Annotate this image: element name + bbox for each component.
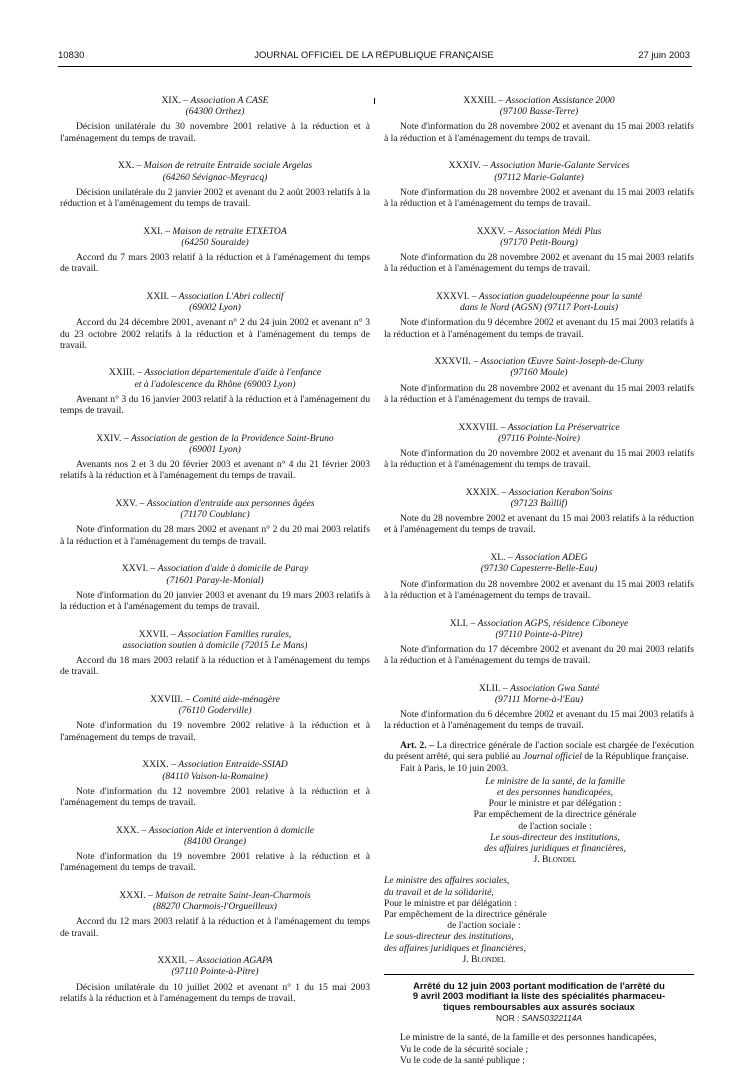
sig2-minister-2: du travail et de la solidarité, xyxy=(384,886,494,898)
entry-body: Note d'information du 17 décembre 2002 et avenant du 20 mai 2003 relatifs à la réduction et à l'aménagement du temps de travail. xyxy=(384,643,694,667)
entry-location: dans le Nord (AGSN) (97117 Port-Louis) xyxy=(459,302,619,314)
decision-entry xyxy=(60,291,370,351)
arrete-title-line-3: tiques remboursables aux assurés sociaux xyxy=(443,1000,635,1012)
decision-entry xyxy=(384,95,694,144)
entry-location: (97110 Pointe-à-Pitre) xyxy=(171,966,259,978)
entry-title xyxy=(60,759,370,770)
entry-location: (64250 Souraide) xyxy=(181,236,249,248)
entry-title xyxy=(60,226,370,237)
entry-number: XXVI. – xyxy=(121,563,156,575)
entry-location: (97100 Basse-Terre) xyxy=(499,106,579,118)
decision-entry xyxy=(384,356,694,405)
decision-entry xyxy=(60,825,370,874)
decision-entry xyxy=(60,433,370,482)
entry-number: XXXVIII. – xyxy=(458,421,506,433)
entry-body: Note d'information du 19 novembre 2002 relative à la réduction et à l'aménagement du temps de travail. xyxy=(60,720,370,743)
decision-entry xyxy=(384,683,694,732)
entry-organization: Association guadeloupéenne pour la santé xyxy=(478,290,642,302)
entry-organization: Association Gwa Santé xyxy=(510,682,600,694)
entry-body: Avenants nos 2 et 3 du 20 février 2003 et avenant n° 4 du 21 février 2003 relatifs à la réduction et à l'aménagement du temps de travail. xyxy=(60,459,370,482)
entry-organization: Association AGPS, résidence Ciboneye xyxy=(477,617,629,629)
entry-title xyxy=(60,890,370,901)
sig-minister: Le ministre de la santé, de la famille xyxy=(485,775,625,787)
decision-entry xyxy=(60,955,370,1004)
entry-organization: Maison de retraite Entraide sociale Argelas xyxy=(143,160,313,172)
decision-entry xyxy=(384,422,694,471)
entry-organization: Association d'entraide aux personnes âgées xyxy=(146,498,315,510)
entry-body: Note d'information du 6 décembre 2002 et avenant du 15 mai 2003 relatifs à la réduction et à l'aménagement du temps de travail. xyxy=(384,709,694,732)
entry-number: XIX. – xyxy=(161,95,189,106)
entry-location: (69001 Lyon) xyxy=(189,443,241,455)
entry-organization: Association Aide et intervention à domicile xyxy=(148,824,315,836)
entry-number: XXXIII. – xyxy=(463,95,504,106)
entry-body: Note d'information du 28 novembre 2002 et avenant du 15 mai 2003 relatifs à la réduction et à l'aménagement du temps de travail. xyxy=(384,186,694,209)
nor-code: SANS0322114A xyxy=(521,1013,582,1024)
entry-organization: Association La Préservatrice xyxy=(507,421,620,433)
entry-title xyxy=(384,487,694,498)
left-column xyxy=(60,95,370,1021)
entry-number: XXXIV. – xyxy=(448,160,488,172)
entry-body: Note d'information du 28 novembre 2002 et avenant du 15 mai 2003 relatifs à la réduction et à l'aménagement du temps de travail. xyxy=(384,252,694,275)
entry-organization: Association Entraide-SSIAD xyxy=(178,759,288,771)
entry-title xyxy=(384,291,694,302)
done-at: Fait à Paris, le 10 juin 2003. xyxy=(400,762,509,774)
decision-entry xyxy=(384,552,694,601)
sig-impediment: Par empêchement de la directrice générale xyxy=(473,809,637,821)
entry-title xyxy=(384,552,694,563)
sig2-subdirector: Le sous-directeur des institutions, xyxy=(384,931,514,943)
entry-number: XLI. – xyxy=(449,617,476,629)
entry-number: XXII. – xyxy=(146,290,177,302)
sig2-minister: Le ministre des affaires sociales, xyxy=(384,875,510,887)
decision-entry xyxy=(384,618,694,667)
entry-title xyxy=(384,618,694,629)
entry-title xyxy=(60,694,370,705)
right-column xyxy=(384,95,694,1066)
entry-title xyxy=(384,422,694,433)
entry-organization: Association Médi Plus xyxy=(515,225,602,237)
article-journal: Journal officiel xyxy=(523,751,582,763)
entry-organization: Association A CASE xyxy=(190,95,269,106)
section-rule xyxy=(384,974,694,975)
decision-entry xyxy=(384,487,694,536)
article-text-end: de la République française. xyxy=(584,751,689,763)
entry-title xyxy=(384,95,694,106)
visa-1: Vu le code de la sécurité sociale ; xyxy=(400,1043,529,1055)
entry-body: Décision unilatérale du 2 janvier 2002 et avenant du 2 août 2003 relatifs à la réduction et à l'aménagement du temps de travail. xyxy=(60,186,370,209)
decision-entry xyxy=(60,367,370,416)
entry-organization: Association AGAPA xyxy=(196,955,273,967)
entry-organization: Association de gestion de la Providence Saint-Bruno xyxy=(131,432,334,444)
entry-number: XXXIX. – xyxy=(465,486,507,498)
column-divider xyxy=(374,98,375,104)
nor-label: NOR : xyxy=(496,1013,520,1024)
decision-entry xyxy=(60,890,370,939)
entry-body: Note d'information du 28 novembre 2002 et avenant du 15 mai 2003 relatifs à la réduction et à l'aménagement du temps de travail. xyxy=(384,578,694,601)
entry-number: XXXVI. – xyxy=(436,290,477,302)
entry-organization: Association ADEG xyxy=(515,552,588,564)
entry-location: (71601 Paray-le-Monial) xyxy=(166,574,264,586)
visa-2: Vu le code de la santé publique ; xyxy=(400,1054,525,1066)
entry-number: XXXI. – xyxy=(119,889,153,901)
sig2-subdirector-2: des affaires juridiques et financières, xyxy=(384,942,526,954)
arrete-title-line-2: 9 avril 2003 modifiant la liste des spécialités pharmaceu- xyxy=(412,990,666,1002)
article-text: La directrice générale de l'action sociale est chargée de l'exécution du présent arrêté, qui sera publié au xyxy=(384,740,694,763)
entry-organization: Association Kerabon'Soins xyxy=(508,486,613,498)
decision-entry xyxy=(384,291,694,340)
entry-body: Note d'information du 20 novembre 2002 et avenant du 15 mai 2003 relatifs à la réduction et à l'aménagement du temps de travail. xyxy=(384,447,694,471)
entry-organization: Association d'aide à domicile de Paray xyxy=(157,563,309,575)
entry-number: XLII. – xyxy=(478,682,508,694)
entry-location: (97160 Moule) xyxy=(510,367,568,379)
sig-minister-2: et des personnes handicapées, xyxy=(496,786,614,798)
entry-organization: Maison de retraite Saint-Jean-Charmois xyxy=(155,889,311,901)
entry-location: (84110 Vaison-la-Romaine) xyxy=(162,770,268,782)
entry-organization: Comité aide-ménagère xyxy=(192,694,280,706)
entry-body: Accord du 7 mars 2003 relatif à la réduction et à l'aménagement du temps de travail. xyxy=(60,252,370,275)
header-rule xyxy=(58,66,692,67)
decision-entry xyxy=(60,226,370,275)
entry-number: XXVIII. – xyxy=(150,694,191,706)
decision-entry xyxy=(60,160,370,209)
entry-title xyxy=(384,683,694,694)
sig-subdirector: Le sous-directeur des institutions, xyxy=(490,831,620,843)
page-number: 10830 xyxy=(58,50,85,61)
entry-location: (71170 Coublanc) xyxy=(180,509,250,521)
sig-subdirector-2: des affaires juridiques et financières, xyxy=(484,842,626,854)
entry-location: (97112 Marie-Galante) xyxy=(494,171,584,183)
entry-number: XXXVII. – xyxy=(434,356,479,368)
entry-location: (97111 Morne-à-l'Eau) xyxy=(494,694,584,706)
entry-title xyxy=(60,160,370,171)
sig2-impediment-2: de l'action sociale : xyxy=(447,920,521,932)
entry-location: association soutien à domicile (72015 Le Mans) xyxy=(122,639,308,651)
entry-title xyxy=(60,498,370,509)
entry-title xyxy=(60,433,370,444)
decision-entry xyxy=(60,759,370,808)
entry-number: XXI. – xyxy=(143,225,170,237)
entry-location: (97123 Baillif) xyxy=(510,498,568,510)
entry-body: Note d'information du 19 novembre 2001 relative à la réduction et à l'aménagement du temps de travail. xyxy=(60,851,370,874)
entry-location: (64300 Orthez) xyxy=(185,106,245,118)
issue-date: 27 juin 2003 xyxy=(638,50,690,61)
entry-body: Note du 28 novembre 2002 et avenant du 15 mai 2003 relatifs à la réduction et à l'aménagement du temps de travail. xyxy=(384,513,694,536)
entry-title xyxy=(384,226,694,237)
page-header xyxy=(58,50,690,64)
entry-title xyxy=(60,563,370,574)
sig-name: J. Blondel xyxy=(533,854,577,866)
entry-body: Note d'information du 28 novembre 2002 et avenant du 15 mai 2003 relatifs à la réduction et à l'aménagement du temps de travail. xyxy=(384,382,694,405)
entry-body: Accord du 12 mars 2003 relatif à la réduction et à l'aménagement du temps de travail. xyxy=(60,916,370,939)
decision-entry xyxy=(384,226,694,275)
entry-body: Avenant n° 3 du 16 janvier 2003 relatif à la réduction et à l'aménagement du temps de travail. xyxy=(60,393,370,417)
entry-number: XXIX. – xyxy=(142,759,176,771)
entry-organization: Association Familles rurales, xyxy=(177,628,292,640)
entry-location: (97130 Capesterre-Belle-Eau) xyxy=(480,563,598,575)
decision-entry xyxy=(60,498,370,547)
entry-body: Note d'information du 28 novembre 2002 et avenant du 15 mai 2003 relatifs à la réduction et à l'aménagement du temps de travail. xyxy=(384,121,694,144)
sig2-delegation: Pour le ministre et par délégation : xyxy=(384,897,517,909)
entry-title xyxy=(60,955,370,966)
entry-number: XXIII. – xyxy=(108,367,142,379)
entry-location: (64260 Sévignac-Meyracq) xyxy=(162,171,268,183)
entry-number: XXV. – xyxy=(115,498,145,510)
entry-title xyxy=(60,95,370,106)
entry-number: XXXV. – xyxy=(476,225,513,237)
decision-entry xyxy=(60,629,370,678)
entry-organization: Association départementale d'aide à l'enfance xyxy=(144,367,322,379)
entry-number: XXXII. – xyxy=(157,955,195,967)
entry-body: Accord du 18 mars 2003 relatif à la réduction et à l'aménagement du temps de travail. xyxy=(60,655,370,678)
entry-body: Note d'information du 12 novembre 2001 relative à la réduction et à l'aménagement du temps de travail. xyxy=(60,785,370,808)
entry-location: (76110 Goderville) xyxy=(178,705,252,717)
journal-title: JOURNAL OFFICIEL DE LA RÉPUBLIQUE FRANÇAISE xyxy=(254,50,494,61)
entry-organization: Maison de retraite ETXETOA xyxy=(172,225,287,237)
entry-body: Décision unilatérale du 30 novembre 2001 relative à la réduction et à l'aménagement du temps de travail. xyxy=(60,121,370,144)
entry-title xyxy=(60,629,370,640)
decision-entry xyxy=(60,694,370,743)
entry-number: XX. – xyxy=(117,160,142,172)
entry-number: XXIV. – xyxy=(96,432,129,444)
entry-location: (88270 Charmois-l'Orgueilleux) xyxy=(152,901,277,913)
entry-title xyxy=(384,160,694,171)
sig2-impediment: Par empêchement de la directrice générale xyxy=(384,908,547,920)
entry-body: Note d'information du 20 janvier 2003 et avenant du 19 mars 2003 relatifs à la réduction et à l'aménagement du temps de travail. xyxy=(60,589,370,612)
signature-block-1 xyxy=(424,776,686,866)
entry-body: Accord du 24 décembre 2001, avenant n° 2 du 24 juin 2002 et avenant n° 3 du 23 octobre 2002 relatifs à la réduction et à l'aménagement du temps de travail. xyxy=(60,317,370,351)
entry-title xyxy=(384,356,694,367)
arrete-title xyxy=(384,981,694,1012)
entry-body: Note d'information du 9 décembre 2002 et avenant du 15 mai 2003 relatifs à la réduction et à l'aménagement du temps de travail. xyxy=(384,317,694,340)
entry-organization: Association Marie-Galante Services xyxy=(490,160,630,172)
entry-number: XL. – xyxy=(490,552,513,564)
article-2 xyxy=(384,740,694,762)
article-label: Art. 2. – xyxy=(400,740,435,752)
entry-organization: Association Assistance 2000 xyxy=(505,95,615,106)
entry-title xyxy=(60,367,370,378)
entry-body: Note d'information du 28 mars 2002 et avenant n° 2 du 20 mai 2003 relatifs à la réduction et à l'aménagement du temps de travail. xyxy=(60,524,370,547)
entry-organization: Association L'Abri collectif xyxy=(178,290,284,302)
entry-location: (97170 Petit-Bourg) xyxy=(500,236,578,248)
decision-entry xyxy=(60,563,370,612)
signature-block-2 xyxy=(384,875,584,965)
sig2-name: J. Blondel xyxy=(462,953,506,965)
arrete-intro: Le ministre de la santé, de la famille et des personnes handicapées, xyxy=(400,1032,657,1044)
right-entries xyxy=(384,95,694,732)
sig-delegation: Pour le ministre et par délégation : xyxy=(488,798,622,810)
entry-number: XXX. – xyxy=(115,824,147,836)
entry-organization: Association Œuvre Saint-Joseph-de-Cluny xyxy=(480,356,644,368)
nor-reference xyxy=(384,1013,694,1024)
entry-number: XXVII. – xyxy=(138,628,176,640)
arrete-title-line-1: Arrêté du 12 juin 2003 portant modification de l'arrêté du xyxy=(413,979,665,991)
entry-location: (69002 Lyon) xyxy=(189,302,241,314)
entry-title xyxy=(60,291,370,302)
entry-location: (97110 Pointe-à-Pitre) xyxy=(495,628,583,640)
entry-title xyxy=(60,825,370,836)
decision-entry xyxy=(60,95,370,144)
entry-location: (97116 Pointe-Noire) xyxy=(498,432,580,444)
sig-impediment-2: de l'action sociale : xyxy=(518,820,592,832)
entry-location: (84100 Orange) xyxy=(183,835,247,847)
entry-body: Décision unilatérale du 10 juillet 2002 et avenant n° 1 du 15 mai 2003 relatifs à la réduction et à l'aménagement du temps de travail. xyxy=(60,981,370,1004)
decision-entry xyxy=(384,160,694,209)
entry-location: et à l'adolescence du Rhône (69003 Lyon) xyxy=(134,378,296,390)
